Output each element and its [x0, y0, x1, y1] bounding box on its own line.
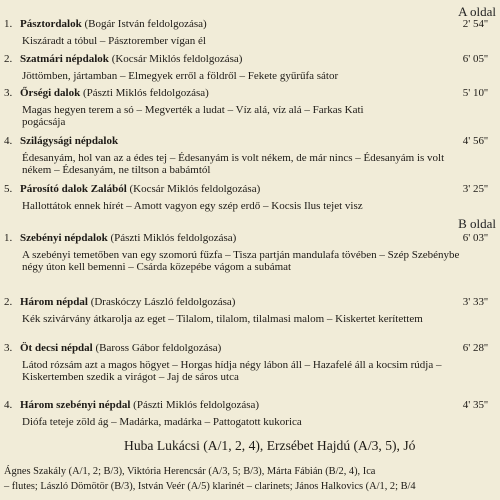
track-duration: 5' 10'' [462, 87, 488, 99]
track-songs: Kék szivárvány átkarolja az eget – Tilalom, tilalom, tilalmasi malom – Kiskertet kerítettem [22, 313, 423, 325]
track-number: 3. [4, 342, 13, 354]
track-title: Öt decsi népdal [20, 342, 93, 354]
track-arranger: (Pászti Miklós feldolgozása) [82, 87, 209, 99]
track-number: 1. [4, 232, 13, 244]
track-arranger: (Kocsár Miklós feldolgozása) [111, 53, 243, 65]
track-duration: 4' 35'' [462, 399, 488, 411]
track-duration: 4' 56'' [462, 135, 488, 147]
credits-line-flutes: Ágnes Szakály (A/1, 2; B/3), Viktória Herencsár (A/3, 5; B/3), Márta Fábián (B/2, 4), Ica [4, 466, 376, 477]
track-songs: Kiszáradt a tóbul – Pásztorember vígan él [22, 35, 206, 47]
track-songs: A szebényi temetőben van egy szomorú fűzfa – Tisza partján mandulafa tövében – Szép Szebénybe négy úton kell bemenni – Csárda közepébe vágom a subámat [22, 249, 460, 274]
credits-line-soloists: Huba Lukácsi (A/1, 2, 4), Erzsébet Hajdú (A/3, 5), Jó [124, 438, 416, 453]
track-title: Szebényi népdalok [20, 232, 108, 244]
track-number: 2. [4, 296, 13, 308]
track-title: Párosító dalok Zalából [20, 183, 127, 195]
track-number: 3. [4, 87, 13, 99]
track-arranger: (Bogár István feldolgozása) [84, 18, 207, 30]
credits-line-clarinets: – flutes; László Dömötör (B/3), István Veér (A/5) klarinét – clarinets; János Halkovics (A/1, 2; B/4 [4, 481, 416, 492]
track-arranger: (Kocsár Miklós feldolgozása) [129, 183, 261, 195]
side-a-header: A oldal [458, 4, 496, 19]
track-duration: 3' 33'' [462, 296, 488, 308]
track-songs: Édesanyám, hol van az a édes tej – Édesanyám is volt nékem, de már nincs – Édesanyám is volt nékem – Édesanyám, ne tiltson a babámtól [22, 152, 445, 177]
track-title: Pásztordalok [20, 18, 82, 30]
side-b-header: B oldal [458, 216, 496, 231]
track-duration: 3' 25'' [462, 183, 488, 195]
track-title: Három szebényi népdal [20, 399, 131, 411]
track-duration: 6' 03'' [462, 232, 488, 244]
track-title: Szatmári népdalok [20, 53, 109, 65]
track-arranger: (Pászti Miklós feldolgozása) [110, 232, 237, 244]
track-number: 1. [4, 18, 13, 30]
track-songs: Magas hegyen terem a só – Megverték a ludat – Víz alá, víz alá – Farkas Kati pogácsája [22, 104, 364, 129]
track-duration: 2' 54'' [462, 18, 488, 30]
track-title: Őrségi dalok [20, 87, 81, 99]
track-duration: 6' 28'' [462, 342, 488, 354]
track-songs: Jöttömben, jártamban – Elmegyek erről a földről – Fekete gyűrűfa sátor [22, 70, 339, 82]
track-duration: 6' 05'' [462, 53, 488, 65]
track-songs: Diófa teteje zöld ág – Madárka, madárka – Pattogatott kukorica [22, 416, 302, 428]
track-title: Szilágysági népdalok [20, 135, 119, 147]
track-songs: Látod rózsám azt a magos högyet – Horgas hídja négy lábon áll – Hazafelé áll a kocsim rúdja – Kiskertemben szedik a virágot – Jaj de sáros utca [22, 359, 442, 384]
track-arranger: (Baross Gábor feldolgozása) [95, 342, 222, 354]
track-number: 4. [4, 399, 13, 411]
track-arranger: (Pászti Miklós feldolgozása) [133, 399, 260, 411]
track-songs: Hallottátok ennek hírét – Amott vagyon egy szép erdő – Kocsis Ilus tejet visz [22, 200, 363, 212]
track-arranger: (Draskóczy László feldolgozása) [90, 296, 236, 308]
track-number: 2. [4, 53, 13, 65]
track-title: Három népdal [20, 296, 88, 308]
track-number: 4. [4, 135, 13, 147]
track-number: 5. [4, 183, 13, 195]
